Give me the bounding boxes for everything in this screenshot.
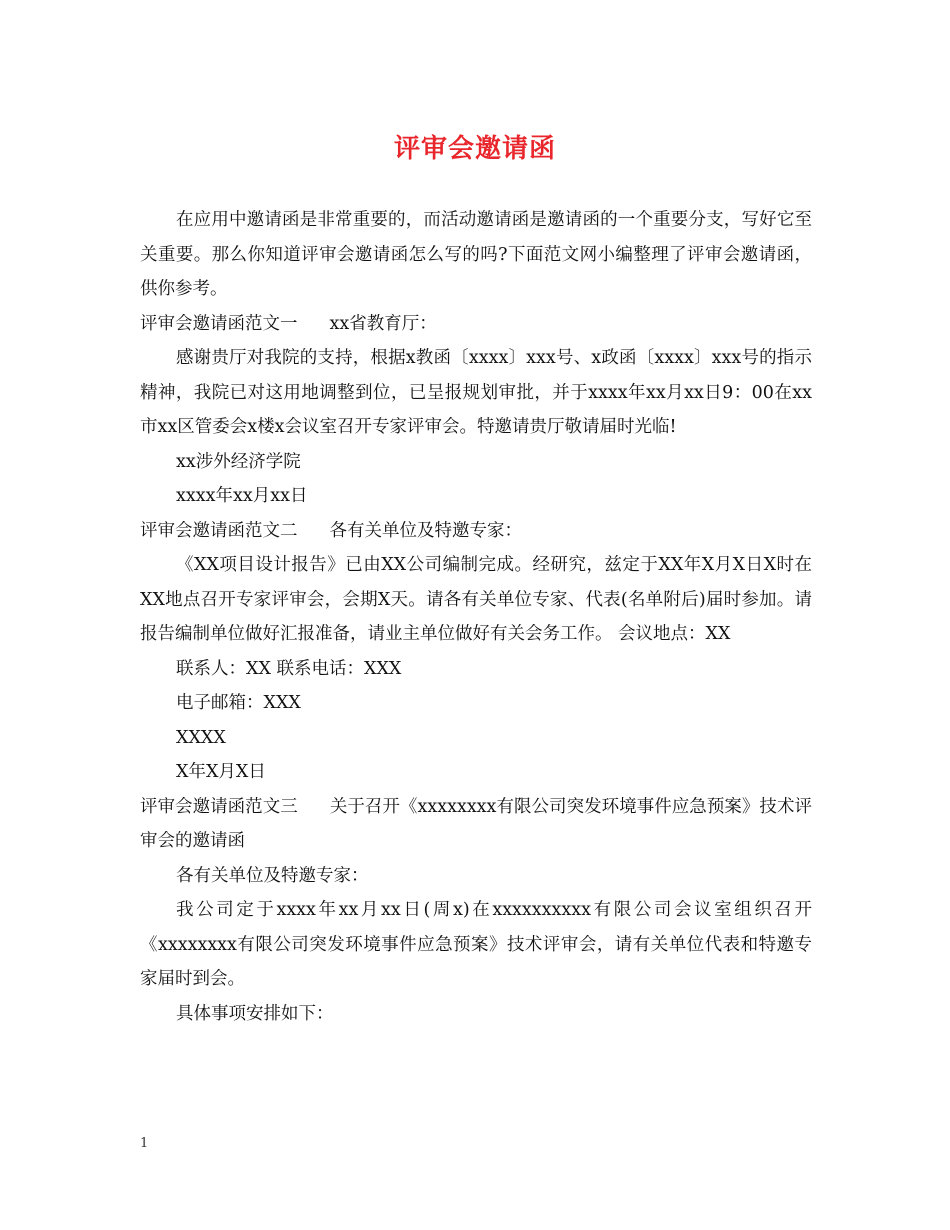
sample1-body: 感谢贵厅对我院的支持，根据x教函〔xxxx〕xxx号、x政函〔xxxx〕xxx号的指示精神，我院已对这用地调整到位，已呈报规划审批，并于xxxx年xx月xx日9：00在xx市xx区管委会x楼x会议室召开专家评审会。特邀请贵厅敬请届时光临! xyxy=(140,348,812,437)
sample1-salutation: xx省教育厅： xyxy=(329,313,437,334)
sample3-body: 我公司定于xxxx年xx月xx日(周x)在xxxxxxxxxx有限公司会议室组织召开《xxxxxxxx有限公司突发环境事件应急预案》技术评审会，请有关单位代表和特邀专家届时到会。 xyxy=(140,900,812,989)
sample3-salutation: 各有关单位及特邀专家： xyxy=(176,865,369,886)
sample2-signature: XXXX xyxy=(176,727,226,748)
sample2-heading-line xyxy=(140,514,812,549)
document-body xyxy=(140,203,812,1031)
sample1-heading: 评审会邀请函范文一 xyxy=(140,313,298,334)
sample1-heading-line xyxy=(140,307,812,342)
sample3-subject: 关于召开《xxxxxxxx有限公司突发环境事件应急预案》技术评审会的邀请函 xyxy=(140,796,812,851)
sample2-heading: 评审会邀请函范文二 xyxy=(140,520,298,541)
sample3-heading-line xyxy=(140,790,812,859)
sample2-email: 电子邮箱：XXX xyxy=(176,693,301,713)
intro-paragraph: 在应用中邀请函是非常重要的，而活动邀请函是邀请函的一个重要分支，写好它至关重要。那么你知道评审会邀请函怎么写的吗?下面范文网小编整理了评审会邀请函，供你参考。 xyxy=(140,210,812,299)
document-title: 评审会邀请函 xyxy=(393,134,556,164)
sample2-salutation: 各有关单位及特邀专家： xyxy=(329,520,522,541)
sample1-signature: xx涉外经济学院 xyxy=(176,451,301,472)
sample2-date: X年X月X日 xyxy=(176,762,266,782)
sample3-arrangement: 具体事项安排如下： xyxy=(176,1003,334,1024)
sample2-body: 《XX项目设计报告》已由XX公司编制完成。经研究，兹定于XX年X月X日X时在XX地点召开专家评审会，会期X天。请各有关单位专家、代表(名单附后)届时参加。请报告编制单位做好汇报准备，请业主单位做好有关会务工作。 会议地点：XX xyxy=(140,555,812,644)
sample2-contact: 联系人：XX 联系电话：XXX xyxy=(176,658,402,679)
sample1-date: xxxx年xx月xx日 xyxy=(176,486,308,506)
sample3-heading: 评审会邀请函范文三 xyxy=(140,796,298,817)
page-number: 1 xyxy=(140,1136,149,1151)
